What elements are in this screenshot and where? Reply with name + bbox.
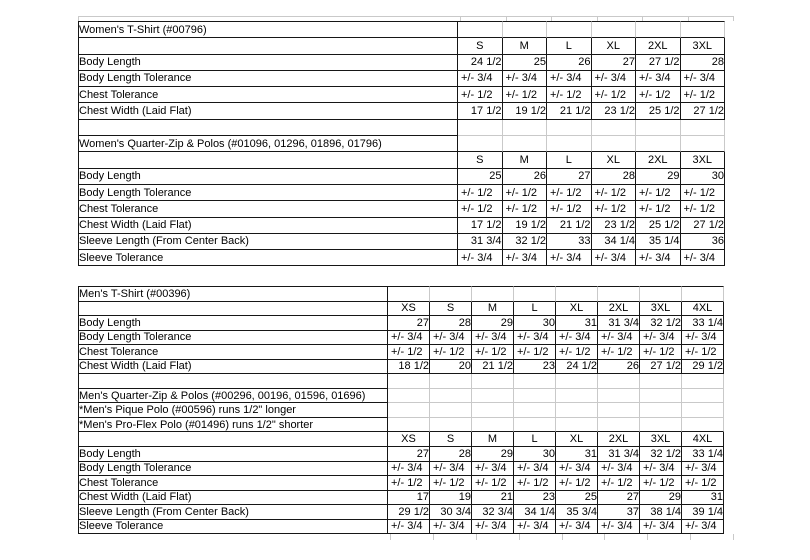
- measurement-label-cell: Body Length Tolerance: [78, 331, 388, 346]
- measurement-value-cell: +/- 1/2: [514, 345, 556, 360]
- measurement-value-cell: 34 1/4: [514, 505, 556, 520]
- empty-grid-cell: [556, 389, 598, 404]
- size-header-cell: 3XL: [640, 432, 682, 447]
- empty-grid-cell: [514, 286, 556, 302]
- empty-grid-cell: [458, 120, 503, 136]
- section-title-cell: Men's Quarter-Zip & Polos (#00296, 00196, 01596, 01696): [78, 389, 388, 404]
- size-header-cell: 3XL: [681, 38, 726, 54]
- header-blank-cell: [78, 302, 388, 317]
- measurement-value-cell: 17 1/2: [458, 103, 503, 119]
- measurement-value-cell: 27: [388, 316, 430, 331]
- empty-grid-cell: [458, 136, 503, 152]
- measurement-value-cell: +/- 3/4: [682, 520, 724, 535]
- note-cell: *Men's Pique Polo (#00596) runs 1/2" longer: [78, 403, 388, 418]
- empty-grid-cell: [388, 286, 430, 302]
- measurement-value-cell: 35 3/4: [556, 505, 598, 520]
- size-header-cell: XL: [556, 432, 598, 447]
- empty-grid-cell: [598, 374, 640, 389]
- measurement-label-cell: Body Length: [78, 447, 388, 462]
- measurement-label-cell: Sleeve Length (From Center Back): [78, 505, 388, 520]
- measurement-value-cell: 17 1/2: [458, 218, 503, 234]
- measurement-value-cell: +/- 1/2: [636, 185, 681, 201]
- measurement-value-cell: 32 1/2: [640, 447, 682, 462]
- empty-grid-cell: [640, 286, 682, 302]
- measurement-label-cell: Chest Width (Laid Flat): [78, 360, 388, 375]
- measurement-value-cell: 39 1/4: [682, 505, 724, 520]
- size-header-cell: 4XL: [682, 432, 724, 447]
- measurement-value-cell: 29 1/2: [388, 505, 430, 520]
- size-header-cell: 2XL: [636, 152, 681, 168]
- measurement-value-cell: +/- 3/4: [388, 462, 430, 477]
- measurement-value-cell: +/- 1/2: [547, 87, 592, 103]
- measurement-value-cell: +/- 1/2: [640, 476, 682, 491]
- header-blank-cell: [78, 38, 458, 54]
- measurement-value-cell: +/- 3/4: [556, 331, 598, 346]
- measurement-value-cell: 32 1/2: [503, 234, 548, 250]
- measurement-value-cell: +/- 3/4: [592, 250, 637, 266]
- gridline-segment: [691, 534, 734, 540]
- measurement-value-cell: 30: [514, 316, 556, 331]
- measurement-label-cell: Sleeve Tolerance: [78, 520, 388, 535]
- measurement-value-cell: +/- 1/2: [636, 201, 681, 217]
- gridline-segment: [648, 534, 691, 540]
- measurement-value-cell: +/- 3/4: [598, 520, 640, 535]
- measurement-value-cell: 28: [592, 169, 637, 185]
- measurement-value-cell: +/- 3/4: [458, 71, 503, 87]
- empty-grid-cell: [640, 374, 682, 389]
- measurement-value-cell: +/- 1/2: [472, 476, 514, 491]
- measurement-label-cell: Body Length: [78, 169, 458, 185]
- gridline-segment: [605, 534, 648, 540]
- measurement-value-cell: 23 1/2: [592, 103, 637, 119]
- measurement-value-cell: +/- 3/4: [388, 331, 430, 346]
- measurement-value-cell: 31: [556, 447, 598, 462]
- empty-grid-cell: [388, 374, 430, 389]
- measurement-value-cell: +/- 1/2: [592, 87, 637, 103]
- measurement-value-cell: 27: [592, 55, 637, 71]
- measurement-label-cell: Chest Tolerance: [78, 345, 388, 360]
- measurement-value-cell: +/- 3/4: [430, 462, 472, 477]
- empty-grid-cell: [598, 286, 640, 302]
- measurement-label-cell: Chest Width (Laid Flat): [78, 491, 388, 506]
- measurement-value-cell: +/- 1/2: [472, 345, 514, 360]
- measurement-value-cell: +/- 1/2: [458, 185, 503, 201]
- size-header-cell: M: [472, 302, 514, 317]
- size-header-cell: S: [458, 38, 503, 54]
- measurement-value-cell: +/- 1/2: [556, 476, 598, 491]
- empty-grid-cell: [472, 418, 514, 433]
- empty-grid-cell: [388, 389, 430, 404]
- empty-grid-cell: [514, 374, 556, 389]
- empty-grid-cell: [430, 374, 472, 389]
- measurement-label-cell: Body Length Tolerance: [78, 185, 458, 201]
- size-header-cell: S: [430, 302, 472, 317]
- measurement-value-cell: +/- 3/4: [681, 250, 726, 266]
- measurement-value-cell: 27 1/2: [681, 103, 726, 119]
- measurement-value-cell: 34 1/4: [592, 234, 637, 250]
- spacer-cell: [78, 374, 388, 389]
- measurement-value-cell: 30: [681, 169, 726, 185]
- measurement-value-cell: +/- 3/4: [514, 331, 556, 346]
- measurement-value-cell: 33 1/4: [682, 447, 724, 462]
- measurement-value-cell: +/- 3/4: [472, 331, 514, 346]
- size-header-cell: L: [547, 38, 592, 54]
- empty-grid-cell: [514, 389, 556, 404]
- measurement-label-cell: Chest Tolerance: [78, 476, 388, 491]
- measurement-value-cell: +/- 3/4: [514, 462, 556, 477]
- size-header-cell: M: [503, 152, 548, 168]
- measurement-value-cell: 33: [547, 234, 592, 250]
- measurement-value-cell: 29 1/2: [682, 360, 724, 375]
- empty-grid-cell: [636, 21, 681, 38]
- measurement-value-cell: +/- 3/4: [592, 71, 637, 87]
- size-header-cell: 2XL: [598, 302, 640, 317]
- empty-grid-cell: [547, 136, 592, 152]
- measurement-value-cell: 27 1/2: [640, 360, 682, 375]
- measurement-value-cell: +/- 3/4: [430, 520, 472, 535]
- measurement-value-cell: +/- 1/2: [458, 87, 503, 103]
- measurement-value-cell: +/- 1/2: [430, 476, 472, 491]
- size-header-cell: M: [472, 432, 514, 447]
- empty-grid-cell: [514, 418, 556, 433]
- measurement-value-cell: +/- 3/4: [636, 71, 681, 87]
- measurement-value-cell: 27: [388, 447, 430, 462]
- size-header-cell: 3XL: [640, 302, 682, 317]
- empty-grid-cell: [640, 389, 682, 404]
- measurement-value-cell: +/- 3/4: [503, 71, 548, 87]
- empty-grid-cell: [556, 403, 598, 418]
- measurement-label-cell: Chest Tolerance: [78, 87, 458, 103]
- measurement-value-cell: 19: [430, 491, 472, 506]
- measurement-value-cell: +/- 1/2: [681, 87, 726, 103]
- measurement-value-cell: +/- 3/4: [472, 520, 514, 535]
- measurement-value-cell: 20: [430, 360, 472, 375]
- empty-grid-cell: [682, 418, 724, 433]
- measurement-value-cell: +/- 1/2: [503, 201, 548, 217]
- empty-grid-cell: [636, 136, 681, 152]
- measurement-label-cell: Sleeve Length (From Center Back): [78, 234, 458, 250]
- empty-grid-cell: [592, 120, 637, 136]
- empty-grid-cell: [592, 136, 637, 152]
- empty-grid-cell: [556, 418, 598, 433]
- size-header-cell: XS: [388, 302, 430, 317]
- measurement-value-cell: +/- 3/4: [636, 250, 681, 266]
- measurement-value-cell: +/- 1/2: [458, 201, 503, 217]
- measurement-value-cell: +/- 1/2: [514, 476, 556, 491]
- measurement-value-cell: +/- 1/2: [547, 201, 592, 217]
- measurement-value-cell: 26: [547, 55, 592, 71]
- size-header-cell: 4XL: [682, 302, 724, 317]
- measurement-value-cell: 28: [430, 447, 472, 462]
- measurement-value-cell: 18 1/2: [388, 360, 430, 375]
- measurement-value-cell: 31 3/4: [458, 234, 503, 250]
- measurement-value-cell: +/- 1/2: [592, 185, 637, 201]
- empty-grid-cell: [682, 389, 724, 404]
- size-header-cell: 2XL: [636, 38, 681, 54]
- header-blank-cell: [78, 152, 458, 168]
- measurement-value-cell: +/- 1/2: [682, 476, 724, 491]
- empty-grid-cell: [388, 418, 430, 433]
- empty-grid-cell: [503, 136, 548, 152]
- measurement-value-cell: 30: [514, 447, 556, 462]
- size-header-cell: S: [458, 152, 503, 168]
- measurement-value-cell: 25: [503, 55, 548, 71]
- measurement-value-cell: 31 3/4: [598, 316, 640, 331]
- empty-grid-cell: [681, 21, 726, 38]
- measurement-value-cell: 23: [514, 491, 556, 506]
- empty-grid-cell: [556, 374, 598, 389]
- measurement-value-cell: +/- 3/4: [430, 331, 472, 346]
- section-title-cell: Women's T-Shirt (#00796): [78, 21, 458, 38]
- empty-grid-cell: [682, 374, 724, 389]
- measurement-value-cell: +/- 3/4: [547, 250, 592, 266]
- size-header-cell: 2XL: [598, 432, 640, 447]
- empty-grid-cell: [598, 418, 640, 433]
- empty-grid-cell: [514, 403, 556, 418]
- measurement-value-cell: 24 1/2: [556, 360, 598, 375]
- measurement-value-cell: 32 1/2: [640, 316, 682, 331]
- measurement-value-cell: +/- 3/4: [472, 462, 514, 477]
- measurement-label-cell: Chest Width (Laid Flat): [78, 218, 458, 234]
- measurement-value-cell: 19 1/2: [503, 103, 548, 119]
- measurement-value-cell: +/- 1/2: [681, 185, 726, 201]
- measurement-value-cell: 27 1/2: [636, 55, 681, 71]
- measurement-label-cell: Body Length Tolerance: [78, 462, 388, 477]
- measurement-value-cell: 27: [598, 491, 640, 506]
- empty-grid-cell: [472, 389, 514, 404]
- measurement-value-cell: 31 3/4: [598, 447, 640, 462]
- size-header-cell: 3XL: [681, 152, 726, 168]
- mens-size-table: [78, 286, 724, 534]
- empty-grid-cell: [388, 403, 430, 418]
- measurement-value-cell: +/- 1/2: [388, 345, 430, 360]
- measurement-value-cell: +/- 3/4: [556, 520, 598, 535]
- measurement-value-cell: 23: [514, 360, 556, 375]
- measurement-value-cell: 21 1/2: [547, 103, 592, 119]
- size-header-cell: L: [547, 152, 592, 168]
- measurement-value-cell: +/- 3/4: [640, 462, 682, 477]
- measurement-value-cell: +/- 3/4: [514, 520, 556, 535]
- measurement-label-cell: Sleeve Tolerance: [78, 250, 458, 266]
- measurement-label-cell: Chest Tolerance: [78, 201, 458, 217]
- measurement-value-cell: 33 1/4: [682, 316, 724, 331]
- size-header-cell: S: [430, 432, 472, 447]
- measurement-value-cell: 29: [640, 491, 682, 506]
- size-header-cell: XL: [592, 152, 637, 168]
- measurement-label-cell: Body Length: [78, 316, 388, 331]
- measurement-value-cell: +/- 1/2: [388, 476, 430, 491]
- note-cell: *Men's Pro-Flex Polo (#01496) runs 1/2" shorter: [78, 418, 388, 433]
- measurement-value-cell: 25: [458, 169, 503, 185]
- measurement-value-cell: 25 1/2: [636, 103, 681, 119]
- measurement-value-cell: +/- 1/2: [640, 345, 682, 360]
- measurement-value-cell: +/- 1/2: [682, 345, 724, 360]
- womens-size-table: [78, 21, 725, 266]
- measurement-value-cell: 29: [472, 316, 514, 331]
- empty-grid-cell: [430, 286, 472, 302]
- measurement-value-cell: 21 1/2: [547, 218, 592, 234]
- measurement-value-cell: 27 1/2: [681, 218, 726, 234]
- measurement-value-cell: 28: [681, 55, 726, 71]
- measurement-value-cell: 26: [503, 169, 548, 185]
- empty-grid-cell: [636, 120, 681, 136]
- gridline-segment: [391, 534, 434, 540]
- measurement-value-cell: +/- 1/2: [636, 87, 681, 103]
- measurement-value-cell: +/- 3/4: [598, 331, 640, 346]
- measurement-value-cell: 25: [556, 491, 598, 506]
- empty-grid-cell: [640, 418, 682, 433]
- measurement-value-cell: +/- 1/2: [681, 201, 726, 217]
- size-header-cell: XS: [388, 432, 430, 447]
- empty-grid-cell: [430, 403, 472, 418]
- empty-grid-cell: [681, 120, 726, 136]
- empty-grid-cell: [472, 286, 514, 302]
- measurement-value-cell: +/- 3/4: [640, 331, 682, 346]
- size-header-cell: L: [514, 302, 556, 317]
- measurement-value-cell: 30 3/4: [430, 505, 472, 520]
- size-header-cell: M: [503, 38, 548, 54]
- empty-grid-cell: [681, 136, 726, 152]
- measurement-label-cell: Body Length: [78, 55, 458, 71]
- size-header-cell: L: [514, 432, 556, 447]
- measurement-value-cell: 19 1/2: [503, 218, 548, 234]
- header-blank-cell: [78, 432, 388, 447]
- measurement-value-cell: 21 1/2: [472, 360, 514, 375]
- measurement-value-cell: 29: [472, 447, 514, 462]
- measurement-value-cell: +/- 3/4: [681, 71, 726, 87]
- measurement-value-cell: +/- 3/4: [503, 250, 548, 266]
- section-title-cell: Men's T-Shirt (#00396): [78, 286, 388, 302]
- empty-grid-cell: [547, 120, 592, 136]
- measurement-value-cell: 21: [472, 491, 514, 506]
- empty-grid-cell: [598, 403, 640, 418]
- measurement-value-cell: +/- 3/4: [640, 520, 682, 535]
- measurement-value-cell: +/- 3/4: [547, 71, 592, 87]
- measurement-value-cell: 29: [636, 169, 681, 185]
- empty-grid-cell: [503, 120, 548, 136]
- empty-grid-cell: [592, 21, 637, 38]
- empty-grid-cell: [430, 389, 472, 404]
- measurement-value-cell: +/- 1/2: [592, 201, 637, 217]
- gridline-segment: [434, 534, 477, 540]
- measurement-value-cell: 25 1/2: [636, 218, 681, 234]
- empty-grid-cell: [430, 418, 472, 433]
- measurement-value-cell: 31: [556, 316, 598, 331]
- section-title-cell: Women's Quarter-Zip & Polos (#01096, 01296, 01896, 01796): [78, 136, 458, 152]
- measurement-value-cell: 24 1/2: [458, 55, 503, 71]
- empty-grid-cell: [458, 21, 503, 38]
- empty-grid-cell: [682, 403, 724, 418]
- gridline-segment: [520, 534, 563, 540]
- measurement-value-cell: +/- 1/2: [556, 345, 598, 360]
- measurement-label-cell: Body Length Tolerance: [78, 71, 458, 87]
- empty-grid-cell: [556, 286, 598, 302]
- empty-grid-cell: [503, 21, 548, 38]
- empty-grid-cell: [598, 389, 640, 404]
- gridline-segment: [477, 534, 520, 540]
- measurement-value-cell: 36: [681, 234, 726, 250]
- size-header-cell: XL: [592, 38, 637, 54]
- measurement-value-cell: 23 1/2: [592, 218, 637, 234]
- measurement-value-cell: 31: [682, 491, 724, 506]
- measurement-value-cell: +/- 3/4: [682, 331, 724, 346]
- empty-grid-cell: [682, 286, 724, 302]
- empty-grid-cell: [472, 403, 514, 418]
- measurement-value-cell: +/- 1/2: [598, 476, 640, 491]
- empty-grid-cell: [547, 21, 592, 38]
- measurement-value-cell: +/- 3/4: [556, 462, 598, 477]
- measurement-value-cell: +/- 1/2: [430, 345, 472, 360]
- measurement-value-cell: +/- 1/2: [503, 87, 548, 103]
- measurement-value-cell: 37: [598, 505, 640, 520]
- size-header-cell: XL: [556, 302, 598, 317]
- measurement-value-cell: +/- 1/2: [503, 185, 548, 201]
- measurement-value-cell: 17: [388, 491, 430, 506]
- clipped-gridline-stub-bottom: [390, 534, 734, 540]
- measurement-value-cell: +/- 3/4: [682, 462, 724, 477]
- measurement-label-cell: Chest Width (Laid Flat): [78, 103, 458, 119]
- measurement-value-cell: 32 3/4: [472, 505, 514, 520]
- measurement-value-cell: +/- 3/4: [458, 250, 503, 266]
- measurement-value-cell: 28: [430, 316, 472, 331]
- measurement-value-cell: +/- 1/2: [598, 345, 640, 360]
- measurement-value-cell: 26: [598, 360, 640, 375]
- empty-grid-cell: [640, 403, 682, 418]
- measurement-value-cell: +/- 1/2: [547, 185, 592, 201]
- measurement-value-cell: 38 1/4: [640, 505, 682, 520]
- measurement-value-cell: +/- 3/4: [388, 520, 430, 535]
- gridline-segment: [563, 534, 606, 540]
- measurement-value-cell: 27: [547, 169, 592, 185]
- measurement-value-cell: 35 1/4: [636, 234, 681, 250]
- measurement-value-cell: +/- 3/4: [598, 462, 640, 477]
- spacer-cell: [78, 120, 458, 136]
- empty-grid-cell: [472, 374, 514, 389]
